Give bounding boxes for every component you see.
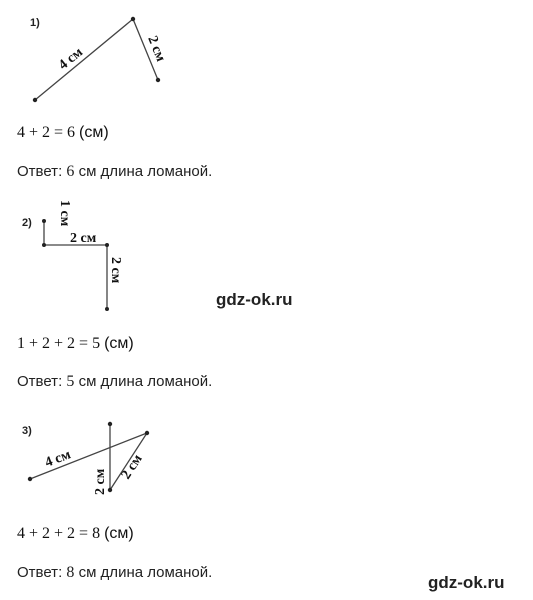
segment-label: 4 см: [56, 44, 86, 74]
equation-unit: (см): [104, 335, 134, 352]
segment-label: 2 см: [93, 468, 108, 495]
answer-label: Ответ: [17, 163, 59, 180]
equation-expr: 4 + 2 = 6: [17, 124, 76, 141]
vertex: [145, 431, 149, 435]
equation-expr: 1 + 2 + 2 = 5: [17, 335, 101, 352]
equation-unit: (см): [104, 525, 134, 542]
equation-unit: (см): [79, 124, 109, 141]
answer-text: см длина ломаной.: [78, 564, 213, 581]
figure-1: [0, 0, 200, 115]
problem-number: 1): [30, 17, 40, 29]
figure-3: [0, 410, 200, 510]
equation-expr: 4 + 2 + 2 = 8: [17, 525, 101, 542]
vertex: [156, 78, 160, 82]
answer-label: Ответ: [17, 564, 59, 581]
answer-value: 5: [66, 373, 75, 390]
segment-label: 4 см: [43, 447, 73, 471]
vertex: [131, 17, 135, 21]
equation: [17, 335, 134, 353]
segment-label: 2 см: [144, 33, 169, 64]
watermark: gdz-ok.ru: [428, 573, 505, 592]
segment-label: 1 см: [57, 200, 72, 227]
figure-2: [0, 195, 200, 320]
vertex: [42, 243, 46, 247]
segment-label: 2 см: [118, 451, 146, 483]
answer-value: 8: [66, 564, 75, 581]
problem-number: 2): [22, 217, 32, 229]
vertex: [28, 477, 32, 481]
answer-label: Ответ: [17, 373, 59, 390]
vertex: [108, 488, 112, 492]
vertex: [108, 422, 112, 426]
watermark: gdz-ok.ru: [216, 290, 293, 309]
equation: [17, 124, 109, 142]
segment-label: 2 см: [108, 257, 123, 284]
equation: [17, 525, 134, 543]
vertex: [33, 98, 37, 102]
polyline-1: [35, 19, 158, 100]
segment-label: 2 см: [70, 231, 97, 246]
answer-text: см длина ломаной.: [78, 163, 213, 180]
answer-line: Ответ: 5 см длина ломаной.: [17, 373, 213, 390]
answer-value: 6: [66, 163, 75, 180]
vertex: [105, 243, 109, 247]
answer-line: Ответ: 8 см длина ломаной.: [17, 564, 213, 581]
answer-line: Ответ: 6 см длина ломаной.: [17, 163, 213, 180]
problem-number: 3): [22, 425, 32, 437]
vertex: [105, 307, 109, 311]
answer-text: см длина ломаной.: [78, 373, 213, 390]
vertex: [42, 219, 46, 223]
